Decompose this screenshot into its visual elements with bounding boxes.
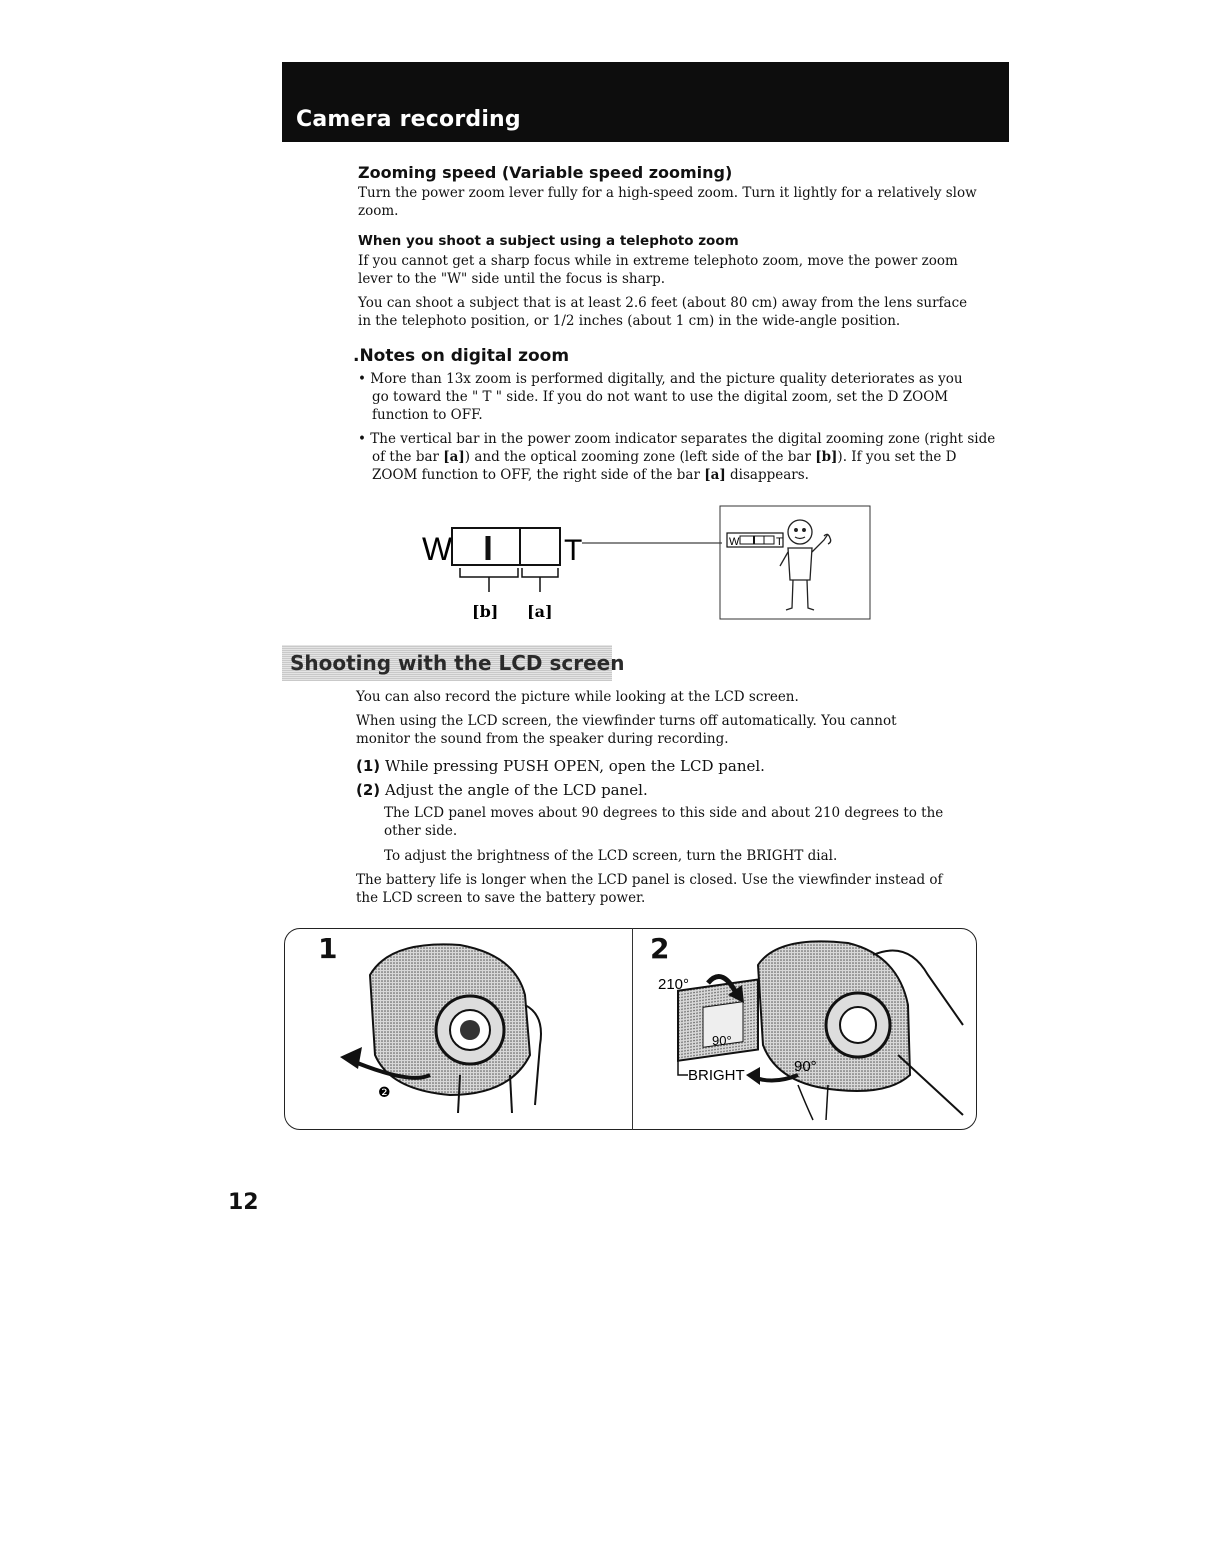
step-1-text: While pressing PUSH OPEN, open the LCD panel. bbox=[384, 757, 765, 775]
zoom-bar-frame bbox=[452, 528, 560, 565]
panel-2-number: 2 bbox=[650, 932, 670, 965]
step-1-number: (1) bbox=[356, 757, 381, 775]
bullet-1-text: More than 13x zoom is performed digitally, and the picture quality deteriorates as you go toward the " T " side. If you do not want to use the digital zoom, set the D ZOOM function to OFF. bbox=[370, 371, 963, 423]
person-figure bbox=[780, 520, 831, 610]
mini-w-label: W bbox=[729, 536, 740, 548]
section-header-bar bbox=[282, 62, 1009, 142]
bullet-2-text-part1: The vertical bar in the power zoom indicator separates the digital zooming zone (right side of the bar bbox=[370, 431, 996, 465]
zoom-indicator-diagram bbox=[400, 500, 880, 625]
digital-zoom-bullet-1 bbox=[358, 370, 982, 424]
lens-icon bbox=[840, 1007, 876, 1043]
lcd-paragraph-3: The battery life is longer when the LCD panel is closed. Use the viewfinder instead of the LCD screen to save the battery power. bbox=[356, 872, 943, 906]
step-marker: ❷ bbox=[378, 1085, 391, 1101]
panel-2-camcorder-illustration bbox=[648, 935, 968, 1125]
lcd-paragraph-1: You can also record the picture while looking at the LCD screen. bbox=[356, 689, 799, 705]
angle-90-screen-label: 90° bbox=[712, 1033, 732, 1048]
label-b: [b] bbox=[472, 602, 499, 621]
bright-dial-label: BRIGHT bbox=[688, 1067, 745, 1084]
step-2-note-1: The LCD panel moves about 90 degrees to this side and about 210 degrees to the other side. bbox=[384, 805, 944, 839]
zooming-speed-text: Turn the power zoom lever fully for a high-speed zoom. Turn it lightly for a relatively slow zoom. bbox=[358, 185, 977, 219]
bullet-2-text-part4: disappears. bbox=[725, 467, 809, 483]
bullet-marker: • bbox=[358, 431, 366, 447]
telephoto-paragraph-2: You can shoot a subject that is at least 2.6 feet (about 80 cm) away from the lens surface in the telephoto position, or 1/2 inches (about 1 cm) in the wide-angle position. bbox=[358, 295, 968, 329]
step-2 bbox=[356, 780, 648, 801]
bullet-2-text-part2: ) and the optical zooming zone (left side of the bar bbox=[464, 449, 816, 465]
section-title: Camera recording bbox=[296, 107, 521, 132]
step-2-number: (2) bbox=[356, 781, 381, 799]
angle-210-label: 210° bbox=[658, 976, 690, 993]
label-a: [a] bbox=[527, 602, 553, 621]
illustration-divider bbox=[632, 928, 633, 1130]
angle-90-bottom-label: 90° bbox=[794, 1058, 817, 1075]
lcd-paragraph-2: When using the LCD screen, the viewfinder turns off automatically. You cannot monitor the sound from the speaker during recording. bbox=[356, 713, 897, 747]
step-2-text: Adjust the angle of the LCD panel. bbox=[384, 781, 648, 799]
zooming-speed-heading: Zooming speed (Variable speed zooming) bbox=[358, 163, 733, 182]
panel-1-number: 1 bbox=[318, 932, 338, 965]
lcd-heading: Shooting with the LCD screen bbox=[290, 651, 625, 675]
telephoto-heading: When you shoot a subject using a telephoto zoom bbox=[358, 233, 739, 249]
telephoto-paragraph-1: If you cannot get a sharp focus while in extreme telephoto zoom, move the power zoom lever to the "W" side until the focus is sharp. bbox=[358, 253, 958, 287]
panel-1-camcorder-illustration bbox=[330, 935, 560, 1115]
step-2-note-2: To adjust the brightness of the LCD screen, turn the BRIGHT dial. bbox=[384, 848, 838, 864]
mini-t-label: T bbox=[776, 536, 783, 548]
marker-a: [a] bbox=[443, 449, 465, 465]
bullet-2-text-part3: ). If you set the D ZOOM function to OFF, the right side of the bar bbox=[372, 449, 957, 483]
marker-a: [a] bbox=[704, 467, 726, 483]
bullet-marker: • bbox=[358, 371, 366, 387]
digital-zoom-heading: .Notes on digital zoom bbox=[353, 346, 570, 366]
bracket-a bbox=[522, 568, 558, 577]
w-label: W bbox=[422, 531, 453, 567]
viewfinder-frame bbox=[720, 506, 870, 619]
t-label: T bbox=[564, 534, 583, 567]
page-number: 12 bbox=[228, 1190, 259, 1215]
marker-b: [b] bbox=[815, 449, 838, 465]
digital-zoom-bullet-2 bbox=[358, 430, 997, 484]
bracket-b bbox=[460, 568, 518, 577]
step-1 bbox=[356, 756, 765, 777]
